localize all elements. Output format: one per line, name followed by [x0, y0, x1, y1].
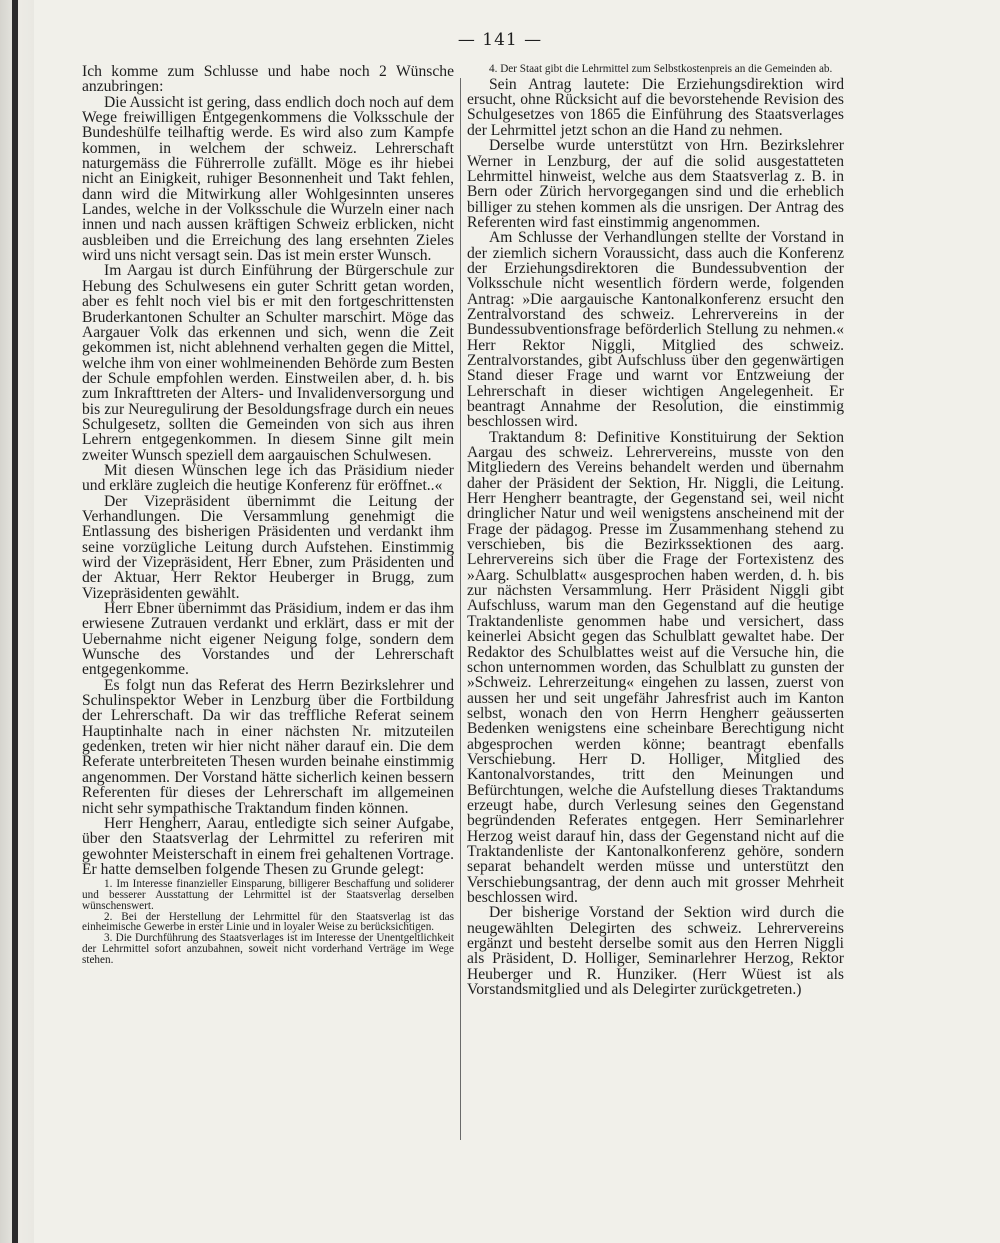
paragraph-left-7: Es folgt nun das Referat des Herrn Bezirkslehrer und Schulinspektor Weber in Lenzburg über die Fortbildung der Lehrerschaft. Da wir das treffliche Referat seinem Hauptinhalte nach in einer nächsten Nr. mitzuteilen gedenken, treten wir hier nicht näher darauf ein. Die dem Referate unterbreiteten Thesen wurden beinahe einstimmig angenommen. Der Vorstand hätte sicherlich keinen bessern Referenten für dieses der Lehrerschaft im allgemeinen nicht sehr sympathische Traktandum finden können. — [82, 676, 454, 817]
page-number: — 141 — — [457, 30, 543, 50]
left-column — [82, 64, 454, 966]
paragraph-left-4: Mit diesen Wünschen lege ich das Präsidium nieder und erkläre zugleich die heutige Konferenz für eröffnet..« — [82, 461, 454, 495]
paragraph-left-1: Ich komme zum Schlusse und habe noch 2 Wünsche anzubringen: — [82, 63, 454, 96]
thesis-3: 3. Die Durchführung des Staatsverlages ist im Interesse der Unentgeltlichkeit der Lehrmittel sofort anzubahnen, soweit nicht vorderhand Verträge im Wege stehen. — [82, 932, 454, 966]
paragraph-left-8: Herr Hengherr, Aarau, entledigte sich seiner Aufgabe, über den Staatsverlag der Lehrmittel zu referiren mit gewohnter Meisterschaft in einem frei gehaltenen Vortrage. Er hatte demselben folgende Thesen zu Grunde gelegt: — [82, 814, 454, 878]
column-divider — [460, 78, 461, 1140]
thesis-4: 4. Der Staat gibt die Lehrmittel zum Selbstkostenpreis an die Gemeinden ab. — [489, 63, 833, 75]
page-number-header — [0, 30, 1000, 50]
paragraph-right-5: Der bisherige Vorstand der Sektion wird durch die neugewählten Delegirten des schweiz. Lehrervereins ergänzt und besteht derselbe somit aus den Herren Niggli als Präsident, D. Holliger, Seminarlehrer Herzog, Rektor Heuberger und R. Hunziker. (Herr Wüest ist als Vorstandsmitglied und als Delegirter zurückgetreten.) — [467, 904, 844, 999]
paragraph-left-5: Der Vizepräsident übernimmt die Leitung der Verhandlungen. Die Versammlung genehmigt die Entlassung des bisherigen Präsidenten und verdankt ihm seine vorzügliche Leitung durch Aufstehen. Einstimmig wird der Vizepräsident, Herr Ebner, zum Präsidenten und der Aktuar, Herr Rektor Heuberger in Brugg, zum Vizepräsidenten gewählt. — [82, 492, 454, 602]
right-column — [467, 64, 844, 997]
paragraph-right-1: Sein Antrag lautete: Die Erziehungsdirektion wird ersucht, ohne Rücksicht auf die bevorstehende Revision des Schulgesetzes von 1865 die Einführung des Staatsverlages der Lehrmittel jetzt schon an die Hand zu nehmen. — [467, 75, 844, 139]
paragraph-left-2: Die Aussicht ist gering, dass endlich doch noch auf dem Wege freiwilligen Entgegenkommens die Volksschule der Bundeshülfe teilhaftig werde. Es wird also zum Kampfe kommen, in welchem der schweiz. Lehrerschaft naturgemäss die Führerrolle zufällt. Möge es ihr hiebei nicht an Einigkeit, ruhiger Besonnenheit und Takt fehlen, dann wird die Mitwirkung aller Wohlgesinnten unseres Landes, welche in der Volksschule die Wurzeln einer nach innen und nach aussen kräftigen Schweiz erblicken, nicht ausbleiben und die Erreichung des lang ersehnten Zieles wird uns nicht versagt sein. Das ist mein erster Wunsch. — [82, 93, 454, 265]
thesis-1: 1. Im Interesse finanzieller Einsparung, billigerer Beschaffung und soliderer und besserer Ausstattung der Lehrmittel ist der Staatsverlag derselben wünschenswert. — [82, 878, 454, 912]
book-gutter — [0, 0, 34, 1243]
paragraph-left-3: Im Aargau ist durch Einführung der Bürgerschule zur Hebung des Schulwesens ein guter Schritt getan worden, aber es fehlt noch viel bis er mit den fortgeschrittensten Bruderkantonen Schulter an Schulter marschirt. Möge das Aargauer Volk das erkennen und sich, wenn die Zeit gekommen ist, nicht ablehnend verhalten gegen die Mittel, welche ihm von einer wohlmeinenden Behörde zum Besten der Schule empfohlen werden. Einstweilen aber, d. h. bis zum Inkrafttreten der Alters- und Invalidenversorgung und bis zur Neuregulirung der Besoldungsfrage durch ein neues Schulgesetz, sollten die Gemeinden von sich aus ihren Lehrern entgegenkommen. In diesem Sinne gilt mein zweiter Wunsch speziell dem aargauischen Schulwesen. — [82, 262, 454, 464]
paragraph-right-3: Am Schlusse der Verhandlungen stellte der Vorstand in der ziemlich sichern Voraussicht, dass auch die Konferenz der Erziehungsdirektoren die Bundessubvention der Volksschule nicht wesentlich fördern werde, folgenden Antrag: »Die aargauische Kantonalkonferenz ersucht den Zentralvorstand des schweiz. Lehrervereins in der Bundessubventionsfrage beförderlich Stellung zu nehmen.« Herr Rektor Niggli, Mitglied des schweiz. Zentralvorstandes, gibt Aufschluss über den gegenwärtigen Stand dieser Frage und warnt vor Entzweiung der Lehrerschaft in dieser wichtigen Angelegenheit. Er beantragt Annahme der Resolution, die einstimmig beschlossen wird. — [467, 229, 844, 431]
thesis-2: 2. Bei der Herstellung der Lehrmittel für den Staatsverlag ist das einheimische Gewerbe in erster Linie und in loyaler Weise zu berücksichtigen. — [82, 910, 454, 934]
paragraph-right-2: Derselbe wurde unterstützt von Hrn. Bezirkslehrer Werner in Lenzburg, der auf die solid ausgestatteten Lehrmittel hinweist, welche aus dem Staatsverlag z. B. in Bern oder Zürich hervorgegangen sind und die erheblich billiger zu stehen kommen als die unsrigen. Der Antrag des Referenten wird fast einstimmig angenommen. — [467, 137, 844, 231]
paragraph-left-6: Herr Ebner übernimmt das Präsidium, indem er das ihm erwiesene Zutrauen verdankt und erklärt, dass er mit der Uebernahme nicht eigener Neigung folge, sondern dem Wunsche des Vorstandes und der Lehrerschaft entgegenkomme. — [82, 600, 454, 679]
paragraph-right-4: Traktandum 8: Definitive Konstituirung der Sektion Aargau des schweiz. Lehrervereins, musste von den Mitgliedern des Vereins behandelt werden und übernahm daher der Präsident der Sektion, Hr. Niggli, die Leitung. Herr Hengherr beantragte, der Gegenstand sei, weil nicht dringlicher Natur und weil wenigstens anscheinend mit der Frage der pädagog. Presse im Zusammenhang stehend zu verschieben, bis die Bezirkssektionen des aarg. Lehrervereins sich über die Frage der Fortexistenz des »Aarg. Schulblatt« ausgesprochen haben werden, d. h. bis zur nächsten Versammlung. Herr Präsident Niggli gibt Aufschluss, warum man den Gegenstand auf die heutige Traktandenliste genommen habe und versichert, dass keinerlei Absicht gegen das Schulblatt gewaltet habe. Der Redaktor des Schulblattes weist auf die Versuche hin, die schon unternommen worden, das Schulblatt zu gunsten der »Schweiz. Lehrerzeitung« eingehen zu lassen, zuerst von aussen her und seit ungefähr Jahresfrist auch im Kanton selbst, wonach den von Herrn Hengherr geäusserten Bedenken wenigstens eine scheinbare Berechtigung nicht abgesprochen werden könne; beantragt ebenfalls Verschiebung. Herr D. Holliger, Mitglied des Kantonalvorstandes, tritt den Meinungen und Befürchtungen, welche die Aufstellung dieses Traktandums erzeugt habe, durch Verlesung seines den Gegenstand begründenden Referates entgegen. Herr Seminarlehrer Herzog weist darauf hin, dass der Gegenstand nicht auf die Traktandenliste der Kantonalkonferenz gehöre, sondern separat behandelt werden müsse und unterstützt den Verschiebungsantrag, der denn auch mit grosser Mehrheit beschlossen wird. — [467, 428, 844, 907]
gutter-binding-shadow — [12, 0, 18, 1243]
